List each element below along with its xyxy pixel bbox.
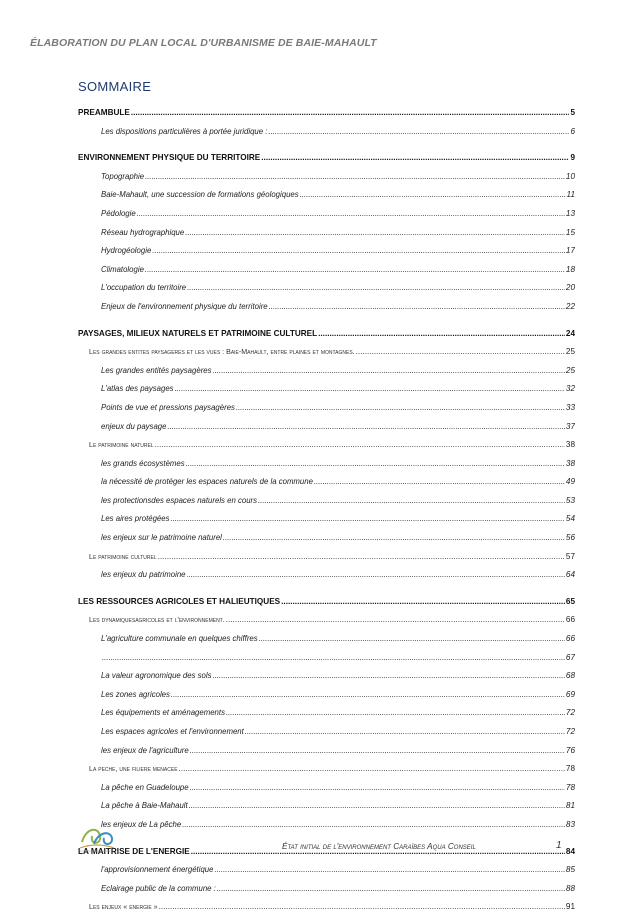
toc-entry-title: Les grandes entites paysageres et les vues : Baie-Mahault, entre plaines et montagnes. — [89, 348, 355, 357]
toc-page-number: 11 — [566, 190, 575, 200]
toc-entry-title: L'atlas des paysages — [101, 384, 174, 394]
toc-page-number: 83 — [565, 819, 575, 829]
toc-chapter[interactable] — [78, 597, 575, 616]
toc-entry-title: Les dispositions particulières à portée juridique : — [101, 126, 268, 136]
toc-dot-leader — [226, 708, 565, 717]
toc-entry-title: PAYSAGES, MILIEUX NATURELS ET PATRIMOINE CULTUREL — [78, 328, 318, 338]
toc-subsection[interactable] — [78, 209, 575, 228]
toc-dot-leader — [179, 764, 565, 773]
toc-section[interactable] — [78, 615, 575, 634]
toc-dot-leader — [170, 514, 564, 523]
toc-entry-title: Climatologie — [101, 264, 144, 274]
toc-subsection[interactable] — [78, 746, 575, 765]
toc-page-number: 18 — [565, 264, 575, 274]
toc-page-number: 56 — [565, 533, 575, 543]
toc-dot-leader — [261, 153, 569, 162]
toc-page-number: 5 — [570, 108, 575, 117]
toc-dot-leader — [131, 108, 570, 117]
toc-dot-leader — [259, 634, 565, 643]
toc-subsection[interactable] — [78, 783, 575, 802]
toc-dot-leader — [258, 496, 565, 505]
toc-entry-title: Topographie — [101, 171, 145, 181]
toc-entry-title: L'agriculture communale en quelques chiffres — [101, 634, 258, 644]
toc-subsection[interactable] — [78, 302, 575, 321]
toc-dot-leader — [102, 653, 565, 662]
toc-dot-leader — [189, 801, 565, 810]
toc-entry-title: Les espaces agricoles et l'environnement — [101, 727, 244, 736]
toc-subsection[interactable] — [78, 459, 575, 478]
toc-subsection[interactable] — [78, 514, 575, 533]
toc-entry-title: La peche, une filiere menacee — [89, 765, 178, 774]
toc-entry-title: les enjeux sur le patrimoine naturel — [101, 533, 222, 543]
toc-dot-leader — [217, 884, 565, 893]
toc-dot-leader — [187, 283, 565, 292]
toc-page-number: 24 — [565, 328, 575, 338]
toc-subsection[interactable] — [78, 671, 575, 690]
toc-section[interactable] — [78, 552, 575, 571]
footer-page-number: 1 — [556, 840, 562, 851]
toc-section[interactable] — [78, 440, 575, 459]
toc-entry-title: les grands écosystèmes — [101, 458, 185, 468]
toc-dot-leader — [186, 459, 565, 468]
toc-entry-title: Les grandes entités paysagères — [101, 365, 212, 375]
toc-dot-leader — [185, 228, 565, 237]
toc-entry-title: La pêche en Guadeloupe — [101, 782, 189, 792]
document-header: ÉLABORATION DU PLAN LOCAL D'URBANISME DE BAIE-MAHAULT — [30, 37, 377, 49]
table-of-contents — [78, 108, 575, 921]
toc-subsection[interactable] — [78, 708, 575, 727]
toc-page-number: 38 — [565, 440, 575, 450]
toc-dot-leader — [175, 384, 565, 393]
toc-dot-leader — [155, 440, 565, 449]
toc-dot-leader — [245, 727, 565, 736]
toc-entry-title: LA MAITRISE DE L'ENERGIE — [78, 846, 190, 856]
toc-page-number: 10 — [565, 171, 575, 181]
toc-page-number: 69 — [565, 689, 575, 699]
toc-page-number: 66 — [565, 634, 575, 644]
toc-subsection[interactable] — [78, 653, 575, 672]
toc-dot-leader — [171, 690, 565, 699]
toc-dot-leader — [268, 127, 569, 136]
toc-page-number: 68 — [565, 671, 575, 681]
toc-dot-leader — [190, 746, 565, 755]
toc-page-number: 38 — [565, 458, 575, 468]
toc-page-number: 57 — [565, 551, 575, 561]
toc-page-number: 88 — [565, 883, 575, 893]
toc-entry-title: Les équipements et aménagements — [101, 708, 225, 718]
toc-chapter[interactable] — [78, 108, 575, 127]
toc-page-number: 49 — [565, 477, 575, 487]
toc-subsection[interactable] — [78, 533, 575, 552]
toc-page-number: 72 — [565, 727, 575, 736]
toc-entry-title: les enjeux du patrimoine — [101, 570, 186, 580]
toc-entry-title: L'occupation du territoire — [101, 283, 187, 293]
toc-entry-title: Baie-Mahault, une succession de formations géologiques — [101, 190, 299, 200]
toc-page-number: 78 — [565, 764, 575, 774]
toc-dot-leader — [213, 671, 565, 680]
toc-subsection[interactable] — [78, 403, 575, 422]
toc-subsection[interactable] — [78, 384, 575, 403]
toc-subsection[interactable] — [78, 690, 575, 709]
toc-entry-title: les enjeux de La pêche — [101, 819, 182, 829]
toc-page-number: 85 — [565, 865, 575, 875]
toc-dot-leader — [226, 615, 565, 624]
toc-entry-title: PREAMBULE — [78, 108, 130, 117]
toc-entry-title: Réseau hydrographique — [101, 227, 185, 237]
toc-page-number: 9 — [570, 153, 575, 163]
toc-entry-title: Les aires protégées — [101, 514, 170, 524]
toc-dot-leader — [281, 597, 565, 606]
toc-dot-leader — [187, 570, 565, 579]
company-logo — [76, 824, 118, 854]
toc-subsection[interactable] — [78, 127, 575, 146]
toc-page-number: 20 — [565, 283, 575, 293]
toc-chapter[interactable] — [78, 329, 575, 348]
toc-entry-title: Points de vue et pressions paysagères — [101, 402, 235, 412]
toc-entry-title: Pédologie — [101, 208, 136, 218]
toc-entry-title: Hydrogéologie — [101, 246, 152, 256]
toc-page-number: 25 — [565, 365, 575, 375]
toc-page-number: 81 — [565, 801, 575, 811]
toc-subsection[interactable] — [78, 265, 575, 284]
toc-page-number: 13 — [565, 208, 575, 218]
toc-entry-title: Enjeux de l'environnement physique du territoire — [101, 301, 268, 311]
toc-entry-title: Le patrimoine culturel — [89, 552, 157, 561]
toc-entry-title: LES RESSOURCES AGRICOLES ET HALIEUTIQUES — [78, 596, 281, 606]
toc-page-number: 22 — [565, 301, 575, 311]
toc-page-number: 84 — [565, 846, 575, 856]
toc-page-number: 32 — [565, 384, 575, 394]
toc-dot-leader — [213, 366, 565, 375]
toc-entry-title: enjeux du paysage — [101, 421, 167, 431]
toc-subsection[interactable] — [78, 801, 575, 820]
toc-page-number: 65 — [565, 596, 575, 606]
toc-page-number: 33 — [565, 402, 575, 412]
toc-section[interactable] — [78, 764, 575, 783]
toc-dot-leader — [356, 347, 565, 356]
toc-page-number: 54 — [565, 514, 575, 524]
toc-page-number: 25 — [565, 347, 575, 357]
toc-page-number: 67 — [565, 652, 575, 662]
page-title: SOMMAIRE — [78, 79, 152, 94]
toc-dot-leader — [190, 783, 565, 792]
toc-entry-title: La pêche à Baie-Mahault — [101, 801, 188, 811]
toc-entry-title: les protectionsdes espaces naturels en cours — [101, 495, 258, 505]
toc-dot-leader — [214, 865, 564, 874]
toc-entry-title: La valeur agronomique des sols — [101, 671, 212, 681]
toc-page-number: 6 — [570, 126, 575, 136]
toc-entry-title: l'approvisionnement énergétique — [101, 865, 214, 875]
toc-dot-leader — [159, 902, 565, 911]
toc-entry-title: Le patrimoine naturel — [89, 441, 154, 450]
toc-subsection[interactable] — [78, 865, 575, 884]
toc-subsection[interactable] — [78, 246, 575, 265]
toc-page-number: 76 — [565, 745, 575, 755]
toc-dot-leader — [145, 265, 565, 274]
toc-dot-leader — [300, 190, 566, 199]
toc-section[interactable] — [78, 902, 575, 921]
toc-entry-title: Eclairage public de la commune : — [101, 883, 216, 893]
toc-chapter[interactable] — [78, 153, 575, 172]
toc-page-number: 37 — [565, 421, 575, 431]
toc-page-number: 72 — [565, 708, 575, 718]
toc-dot-leader — [223, 533, 565, 542]
toc-subsection[interactable] — [78, 366, 575, 385]
toc-entry-title: Les zones agricoles — [101, 689, 170, 699]
toc-subsection[interactable] — [78, 228, 575, 247]
toc-dot-leader — [137, 209, 565, 218]
toc-entry-title: Les enjeux « energie » — [89, 903, 158, 912]
toc-dot-leader — [182, 820, 565, 829]
toc-dot-leader — [318, 329, 565, 338]
toc-page-number: 15 — [565, 227, 575, 237]
toc-subsection[interactable] — [78, 172, 575, 191]
toc-dot-leader — [236, 403, 565, 412]
toc-page-number: 78 — [565, 782, 575, 792]
toc-entry-title: la nécessité de protéger les espaces naturels de la commune — [101, 477, 313, 487]
toc-subsection[interactable] — [78, 820, 575, 839]
toc-page-number: 17 — [565, 246, 575, 256]
toc-subsection[interactable] — [78, 477, 575, 496]
toc-subsection[interactable] — [78, 884, 575, 903]
toc-dot-leader — [167, 422, 564, 431]
toc-subsection[interactable] — [78, 283, 575, 302]
toc-dot-leader — [145, 172, 565, 181]
footer-text: État initial de l'environnement Caraïbes Aqua Conseil — [282, 842, 476, 851]
toc-subsection[interactable] — [78, 634, 575, 653]
toc-entry-title: ENVIRONNEMENT PHYSIQUE DU TERRITOIRE — [78, 153, 261, 163]
toc-subsection[interactable] — [78, 727, 575, 746]
toc-dot-leader — [314, 477, 565, 486]
toc-page-number: 64 — [565, 570, 575, 580]
toc-entry-title: les enjeux de l'agriculture — [101, 745, 189, 755]
toc-page-number: 53 — [565, 495, 575, 505]
toc-entry-title: Les dynamiquesagricoles et l'environnement. — [89, 616, 225, 625]
toc-dot-leader — [158, 552, 565, 561]
toc-section[interactable] — [78, 347, 575, 366]
toc-subsection[interactable] — [78, 496, 575, 515]
toc-page-number: 91 — [565, 902, 575, 912]
toc-subsection[interactable] — [78, 570, 575, 589]
toc-page-number: 66 — [565, 615, 575, 625]
toc-subsection[interactable] — [78, 190, 575, 209]
toc-dot-leader — [269, 302, 565, 311]
toc-dot-leader — [152, 246, 565, 255]
toc-subsection[interactable] — [78, 422, 575, 441]
